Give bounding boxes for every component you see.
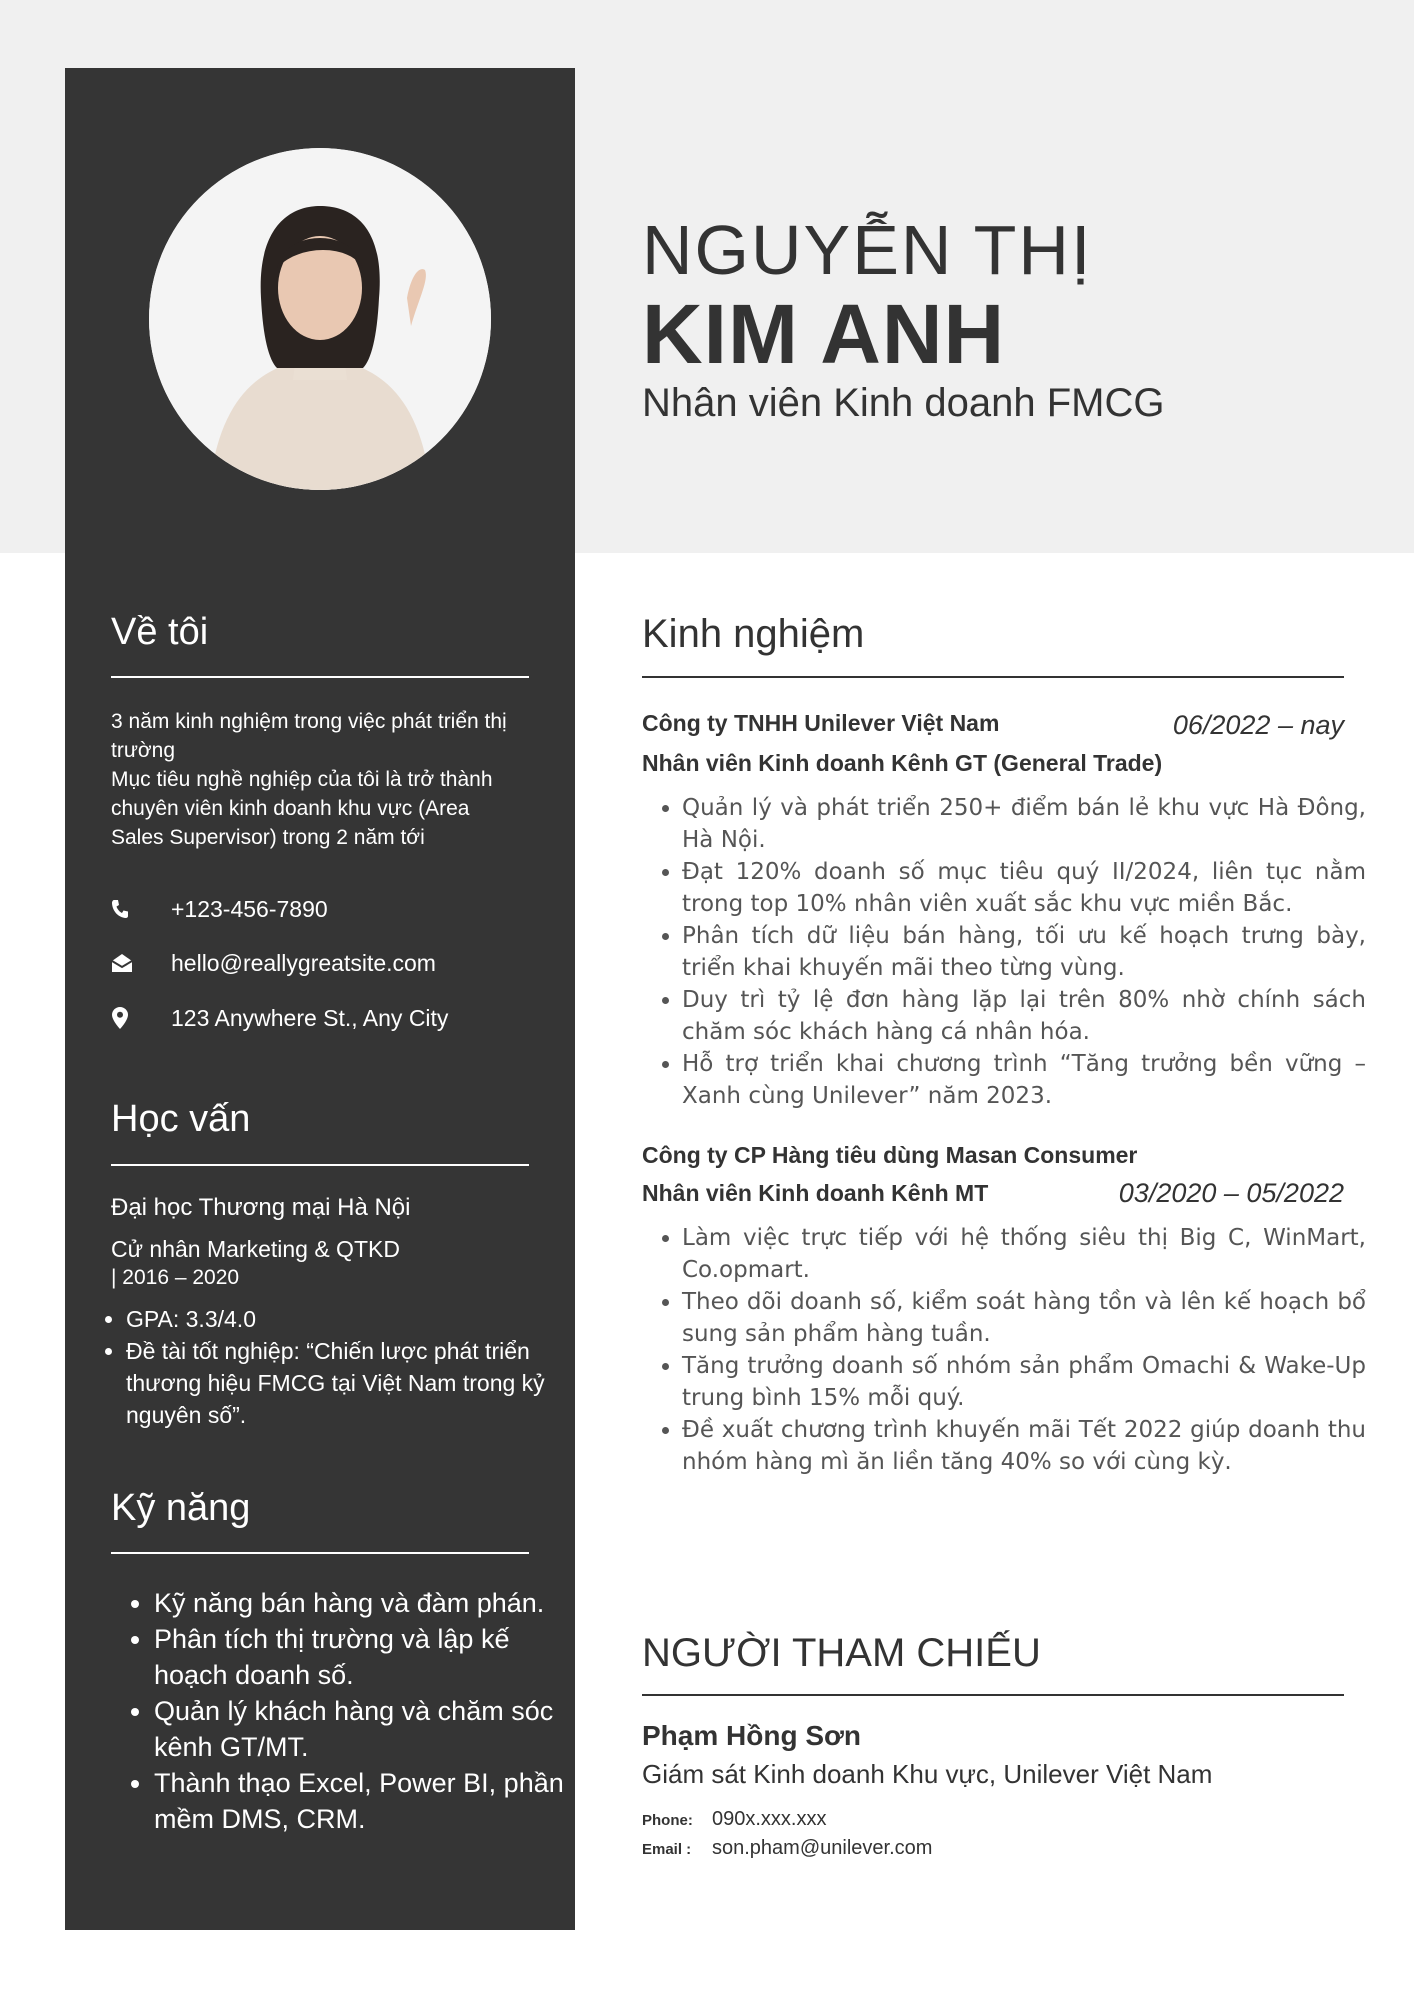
experience-heading: Kinh nghiệm xyxy=(642,612,865,656)
reference-heading: NGƯỜI THAM CHIẾU xyxy=(642,1631,1041,1675)
reference-name: Phạm Hồng Sơn xyxy=(642,1720,862,1751)
job-date: 06/2022 – nay xyxy=(1172,710,1344,740)
list-item: • Làm việc trực tiếp với hệ thống siêu thị Big C, WinMart, Co.opmart. xyxy=(682,1222,1366,1286)
phone-label: Phone: xyxy=(642,1812,693,1829)
education-divider xyxy=(111,1164,529,1166)
reference-phone xyxy=(642,1808,826,1831)
name-first-line: NGUYỄN THỊ xyxy=(642,211,1093,289)
contact-address xyxy=(111,1003,541,1033)
about-divider xyxy=(111,676,529,678)
location-pin-icon xyxy=(111,1003,143,1033)
list-item: • Duy trì tỷ lệ đơn hàng lặp lại trên 80% nhờ chính sách chăm sóc khách hàng cá nhân hóa. xyxy=(682,984,1366,1048)
phone-text[interactable]: +123-456-7890 xyxy=(171,895,328,922)
skills-list xyxy=(118,1585,574,1837)
skills-heading: Kỹ năng xyxy=(111,1487,251,1529)
reference-divider xyxy=(642,1694,1344,1696)
about-text: 3 năm kinh nghiệm trong việc phát triển thị trường Mục tiêu nghề nghiệp của tôi là trở thành chuyên viên kinh doanh khu vực (Area Sales Supervisor) trong 2 năm tới xyxy=(111,710,507,849)
list-item: • Phân tích dữ liệu bán hàng, tối ưu kế hoạch trưng bày, triển khai khuyến mãi theo từng vùng. xyxy=(682,920,1366,984)
job-company: Công ty CP Hàng tiêu dùng Masan Consumer xyxy=(642,1142,1138,1168)
person-portrait-icon xyxy=(149,148,491,490)
job-role: Nhân viên Kinh doanh Kênh GT (General Trade) xyxy=(642,750,1163,776)
education-details xyxy=(100,1303,546,1431)
list-item: • Kỹ năng bán hàng và đàm phán. xyxy=(154,1585,574,1621)
list-item: • Tăng trưởng doanh số nhóm sản phẩm Omachi & Wake-Up trung bình 15% mỗi quý. xyxy=(682,1350,1366,1414)
list-item: • GPA: 3.3/4.0 xyxy=(126,1303,546,1335)
education-heading: Học vấn xyxy=(111,1098,251,1140)
about-heading: Về tôi xyxy=(111,611,209,653)
job-bullets xyxy=(654,1222,1366,1478)
address-text: 123 Anywhere St., Any City xyxy=(171,1004,449,1031)
list-item: • Thành thạo Excel, Power BI, phần mềm DMS, CRM. xyxy=(154,1765,574,1837)
list-item: • Đề xuất chương trình khuyến mãi Tết 2022 giúp doanh thu nhóm hàng mì ăn liền tăng 40% so với cùng kỳ. xyxy=(682,1414,1366,1478)
list-item: • Theo dõi doanh số, kiểm soát hàng tồn và lên kế hoạch bổ sung sản phẩm hàng tuần. xyxy=(682,1286,1366,1350)
job-date: 03/2020 – 05/2022 xyxy=(1118,1178,1344,1208)
contact-phone xyxy=(111,894,541,924)
mail-icon xyxy=(111,948,143,978)
list-item: • Quản lý và phát triển 250+ điểm bán lẻ khu vực Hà Đông, Hà Nội. xyxy=(682,792,1366,856)
contact-email xyxy=(111,948,541,978)
email-label: Email : xyxy=(642,1841,692,1858)
list-item: • Hỗ trợ triển khai chương trình “Tăng trưởng bền vững – Xanh cùng Unilever” năm 2023. xyxy=(682,1048,1366,1112)
education-years: | 2016 – 2020 xyxy=(111,1266,240,1289)
reference-email-value[interactable]: son.pham@unilever.com xyxy=(712,1837,933,1859)
phone-icon xyxy=(111,894,143,924)
job-title: Nhân viên Kinh doanh FMCG xyxy=(642,381,1165,425)
job-role: Nhân viên Kinh doanh Kênh MT xyxy=(642,1180,989,1206)
name-second-line: KIM ANH xyxy=(642,287,1006,381)
job-company: Công ty TNHH Unilever Việt Nam xyxy=(642,710,1000,736)
reference-phone-value[interactable]: 090x.xxx.xxx xyxy=(712,1808,827,1830)
list-item: • Đạt 120% doanh số mục tiêu quý II/2024, liên tục nằm trong top 10% nhân viên xuất sắc khu vực miền Bắc. xyxy=(682,856,1366,920)
list-item: • Phân tích thị trường và lập kế hoạch doanh số. xyxy=(154,1621,574,1693)
education-degree: Cử nhân Marketing & QTKD xyxy=(111,1236,400,1262)
list-item: • Quản lý khách hàng và chăm sóc kênh GT/MT. xyxy=(154,1693,574,1765)
reference-email xyxy=(642,1837,932,1860)
profile-photo xyxy=(149,148,491,490)
reference-title: Giám sát Kinh doanh Khu vực, Unilever Việt Nam xyxy=(642,1759,1213,1789)
email-text[interactable]: hello@reallygreatsite.com xyxy=(171,949,436,976)
job-bullets xyxy=(654,792,1366,1112)
experience-divider xyxy=(642,676,1344,678)
education-school: Đại học Thương mại Hà Nội xyxy=(111,1194,411,1221)
skills-divider xyxy=(111,1552,529,1554)
list-item: • Đề tài tốt nghiệp: “Chiến lược phát triển thương hiệu FMCG tại Việt Nam trong kỷ nguyên số”. xyxy=(126,1335,546,1431)
